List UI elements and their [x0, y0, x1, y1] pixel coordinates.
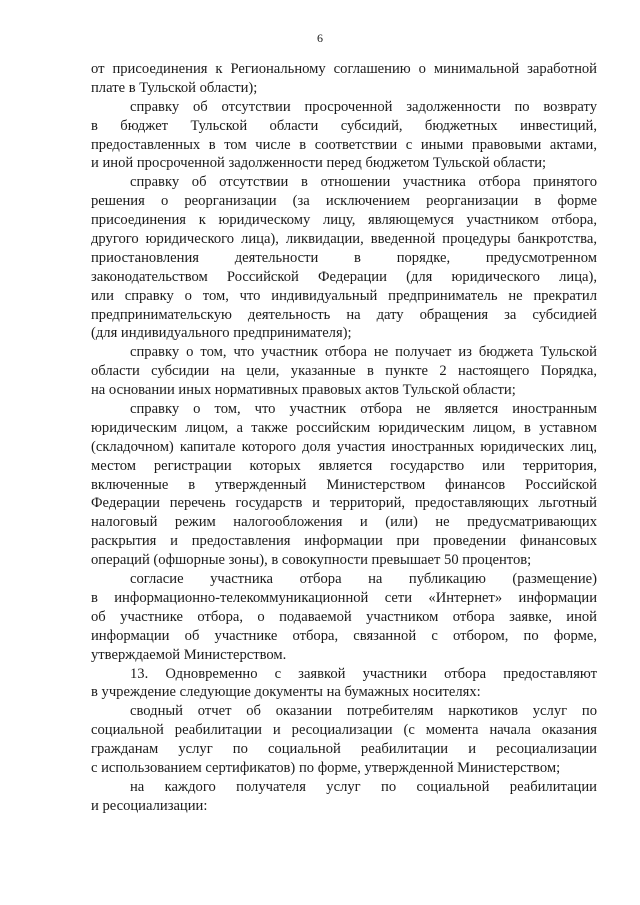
text-line: юридическим лицом, а также российским юридическим лицом, в уставном — [91, 419, 597, 436]
text-line: в бюджет Тульской области субсидий, бюджетных инвестиций, — [91, 117, 597, 134]
text-line: плате в Тульской области); — [91, 79, 258, 96]
text-line: справку об отсутствии просроченной задолженности по возврату — [130, 98, 597, 115]
text-line: или справку о том, что индивидуальный предприниматель не прекратил — [91, 287, 597, 304]
text-line: справку о том, что участник отбора не является иностранным — [130, 401, 597, 418]
text-line: предпринимательскую деятельность на дату обращения за субсидией — [91, 306, 597, 323]
text-line: согласие участника отбора на публикацию (размещение) — [130, 571, 597, 588]
text-line: социальной реабилитации и ресоциализации (с момента начала оказания — [91, 722, 597, 739]
text-line: с использованием сертификатов) по форме, утвержденной Министерством; — [91, 759, 561, 776]
text-line: справку об отсутствии в отношении участника отбора принятого — [130, 174, 597, 191]
text-line: гражданам услуг по социальной реабилитации и ресоциализации — [91, 741, 597, 758]
text-line: присоединения к юридическому лицу, являющемуся участником отбора, — [91, 212, 597, 229]
text-line: справку о том, что участник отбора не получает из бюджета Тульской — [130, 344, 597, 361]
text-line: области субсидии на цели, указанные в пункте 2 настоящего Порядка, — [91, 363, 597, 380]
text-line: (для индивидуального предпринимателя); — [91, 325, 352, 342]
text-line: от присоединения к Региональному соглашению о минимальной заработной — [91, 61, 597, 77]
text-line: на основании иных нормативных правовых актов Тульской области; — [91, 382, 516, 399]
text-line: в информационно-телекоммуникационной сети «Интернет» информации — [91, 589, 597, 606]
text-line: и иной просроченной задолженности перед бюджетом Тульской области; — [91, 155, 547, 172]
text-line: об участнике отбора, о подаваемой участником отбора заявке, иной — [91, 608, 597, 625]
text-line: приостановления деятельности в порядке, предусмотренном — [91, 249, 597, 266]
text-line: решения о реорганизации (за исключением реорганизации в форме — [91, 193, 597, 210]
text-line: операций (офшорные зоны), в совокупности превышает 50 процентов; — [91, 552, 532, 569]
text-line: налоговый режим налогообложения и (или) не предусматривающих — [91, 514, 597, 531]
text-line: местом регистрации которых является государство или территория, — [91, 457, 597, 474]
text-line: законодательством Российской Федерации (для юридического лица), — [91, 268, 597, 285]
text-line: (складочном) капитале которого доля участия иностранных юридических лиц, — [91, 438, 597, 455]
text-line: другого юридического лица), ликвидации, введенной процедуры банкротства, — [91, 231, 597, 248]
page-number: 6 — [317, 31, 323, 45]
text-line: раскрытия и предоставления информации при проведении финансовых — [91, 533, 597, 550]
text-line: и ресоциализации: — [91, 797, 208, 814]
text-line: в учреждение следующие документы на бумажных носителях: — [91, 684, 481, 701]
text-line: предоставленных в том числе в соответствии с иными правовыми актами, — [91, 136, 597, 153]
text-line: на каждого получателя услуг по социальной реабилитации — [130, 778, 597, 795]
text-line: информации об участнике отбора, связанной с отбором, по форме, — [91, 627, 597, 644]
document-body — [91, 60, 597, 816]
text-line: включенные в утвержденный Министерством финансов Российской — [91, 476, 597, 493]
text-line: утверждаемой Министерством. — [91, 646, 287, 663]
text-line: Федерации перечень государств и территорий, предоставляющих льготный — [91, 495, 597, 512]
text-line: 13. Одновременно с заявкой участники отбора предоставляют — [130, 665, 597, 682]
text-line: сводный отчет об оказании потребителям наркотиков услуг по — [130, 703, 597, 720]
